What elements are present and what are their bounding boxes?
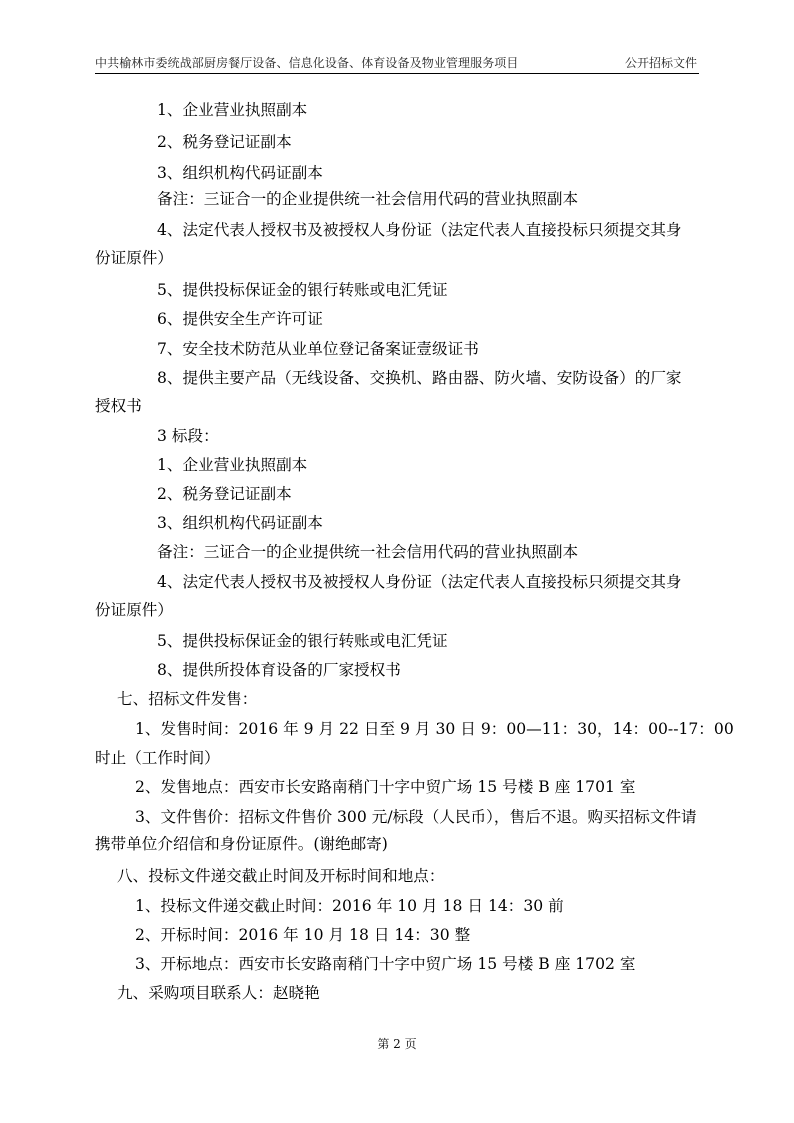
list-item: 2、税务登记证副本 <box>157 485 292 503</box>
list-item: 3、文件售价：招标文件售价 300 元/标段（人民币），售后不退。购买招标文件请 <box>135 808 697 826</box>
list-item-continuation: 携带单位介绍信和身份证原件。(谢绝邮寄) <box>95 835 388 853</box>
list-item: 5、提供投标保证金的银行转账或电汇凭证 <box>157 281 448 299</box>
list-item-continuation: 份证原件） <box>95 249 173 267</box>
header-doc-type: 公开招标文件 <box>624 56 697 70</box>
list-item: 8、提供主要产品（无线设备、交换机、路由器、防火墙、安防设备）的厂家 <box>157 369 682 387</box>
list-item: 8、提供所投体育设备的厂家授权书 <box>157 661 401 679</box>
header-divider <box>95 73 699 74</box>
list-item: 2、发售地点：西安市长安路南稍门十字中贸广场 15 号楼 B 座 1701 室 <box>135 778 636 796</box>
list-item: 4、法定代表人授权书及被授权人身份证（法定代表人直接投标只须提交其身 <box>157 573 682 591</box>
list-item: 2、税务登记证副本 <box>157 133 292 151</box>
section-label: 3 标段： <box>157 427 219 445</box>
section-heading: 八、投标文件递交截止时间及开标时间和地点： <box>117 867 445 885</box>
list-item-continuation: 授权书 <box>95 397 142 415</box>
list-item: 4、法定代表人授权书及被授权人身份证（法定代表人直接投标只须提交其身 <box>157 221 682 239</box>
list-item: 1、企业营业执照副本 <box>157 456 308 474</box>
list-item: 1、投标文件递交截止时间：2016 年 10 月 18 日 14：30 前 <box>135 897 564 915</box>
list-item: 1、发售时间：2016 年 9 月 22 日至 9 月 30 日 9：00—11：30，14：00--17：00 <box>135 720 734 738</box>
section-heading: 七、招标文件发售： <box>117 690 258 708</box>
note-text: 备注：三证合一的企业提供统一社会信用代码的营业执照副本 <box>157 543 579 561</box>
note-text: 备注：三证合一的企业提供统一社会信用代码的营业执照副本 <box>157 190 579 208</box>
list-item: 7、安全技术防范从业单位登记备案证壹级证书 <box>157 340 479 358</box>
list-item: 5、提供投标保证金的银行转账或电汇凭证 <box>157 632 448 650</box>
section-heading: 九、采购项目联系人：赵晓艳 <box>117 984 320 1002</box>
list-item: 3、组织机构代码证副本 <box>157 514 323 532</box>
list-item: 3、开标地点：西安市长安路南稍门十字中贸广场 15 号楼 B 座 1702 室 <box>135 955 636 973</box>
page-number: 第 2 页 <box>377 1037 417 1051</box>
header-project-title: 中共榆林市委统战部厨房餐厅设备、信息化设备、体育设备及物业管理服务项目 <box>95 56 519 70</box>
list-item-continuation: 时止（工作时间） <box>95 749 220 767</box>
list-item: 6、提供安全生产许可证 <box>157 310 323 328</box>
list-item-continuation: 份证原件） <box>95 601 173 619</box>
list-item: 2、开标时间：2016 年 10 月 18 日 14：30 整 <box>135 926 471 944</box>
list-item: 1、企业营业执照副本 <box>157 101 308 119</box>
page-header <box>95 56 699 74</box>
list-item: 3、组织机构代码证副本 <box>157 164 323 182</box>
